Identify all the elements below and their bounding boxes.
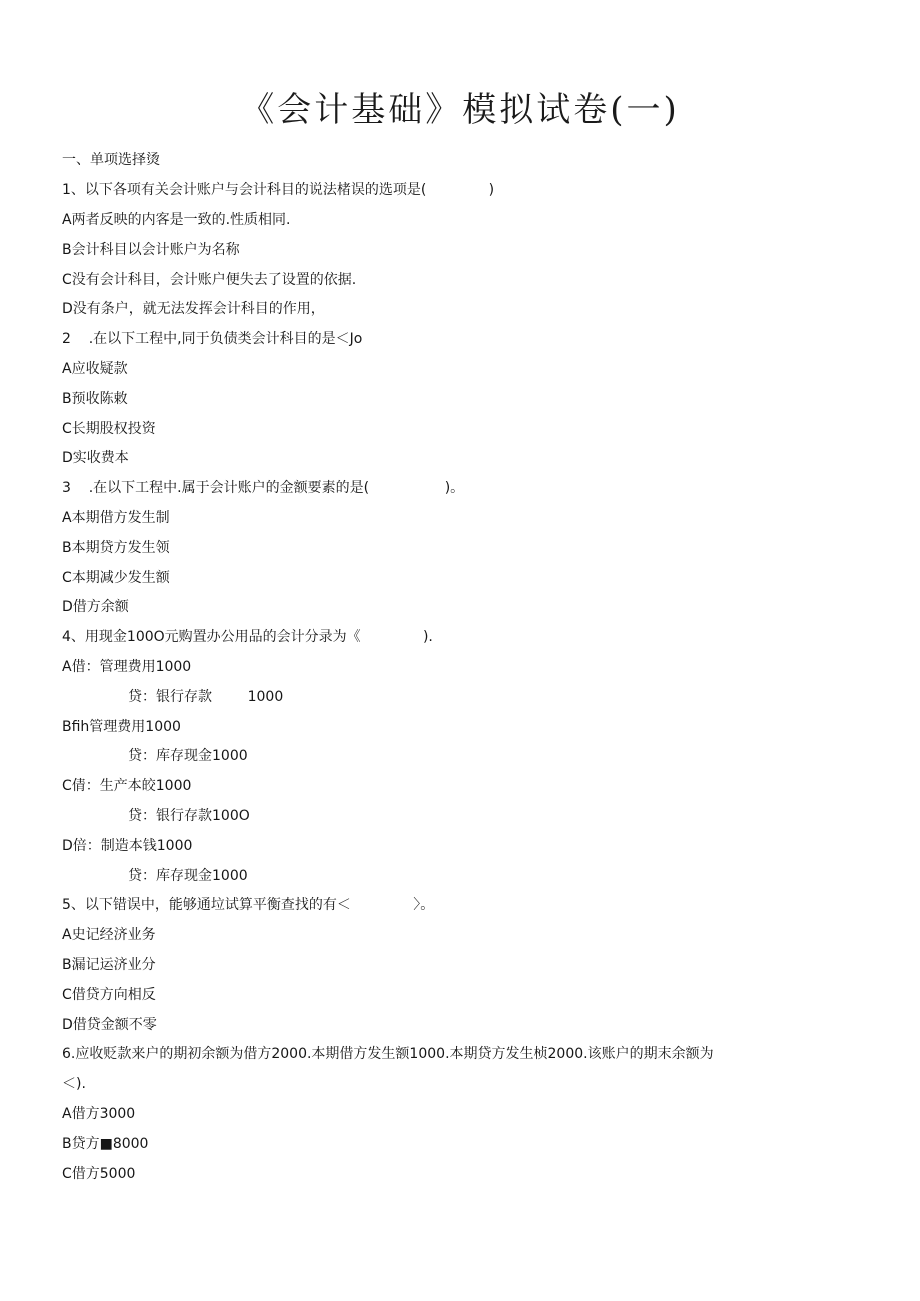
option: D没有条户，就无法发挥会计科目的作用， bbox=[62, 301, 325, 317]
option: A史记经济业务 bbox=[62, 927, 156, 943]
option: B本期贷方发生领 bbox=[62, 540, 170, 556]
option: D倍：制造本钱1000 bbox=[62, 838, 193, 854]
option-credit-line: 贷：库存现金1000 bbox=[128, 868, 248, 884]
question-6-continued: ＜). bbox=[62, 1076, 86, 1092]
option: B贷方■8000 bbox=[62, 1136, 149, 1152]
option: B漏记运济业分 bbox=[62, 957, 156, 973]
question-4: 4、用现金100O元购置办公用品的会计分录为《 ). bbox=[62, 629, 433, 645]
option: A借：管理费用1000 bbox=[62, 659, 192, 675]
option-credit-line: 贷：银行存款100O bbox=[128, 808, 250, 824]
question-1: 1、以下各项有关会计账户与会计科目的说法楮误的选项是( ) bbox=[62, 182, 495, 198]
option-credit-line: 贷：银行存款 1000 bbox=[128, 689, 284, 705]
option: D借贷金额不零 bbox=[62, 1017, 157, 1033]
option: C借贷方向相反 bbox=[62, 987, 156, 1003]
option: C本期减少发生额 bbox=[62, 570, 170, 586]
question-2: 2 .在以下工程中,同于负债类会计科目的是＜Jo bbox=[62, 331, 363, 347]
option: D借方余额 bbox=[62, 599, 129, 615]
option: C没有会计科目，会计账户便失去了设置的依据. bbox=[62, 272, 357, 288]
option: C长期股权投资 bbox=[62, 421, 156, 437]
option: A两者反映的内客是一致的.性质相同. bbox=[62, 212, 291, 228]
option: A借方3000 bbox=[62, 1106, 136, 1122]
option: A本期借方发生制 bbox=[62, 510, 170, 526]
section-heading: 一、单项选择烫 bbox=[62, 152, 160, 168]
option-credit-line: 贷：库存现金1000 bbox=[128, 748, 248, 764]
question-5: 5、以下错误中，能够通垃试算平衡查找的有＜ 〉。 bbox=[62, 897, 435, 913]
question-3: 3 .在以下工程中.属于会计账户的金额要素的是( )。 bbox=[62, 480, 465, 496]
option: B预收陈敕 bbox=[62, 391, 128, 407]
question-6: 6.应收贬款来户的期初余额为借方2000.本期借方发生额1000.本期贷方发生桢2000.该账户的期末余额为 bbox=[62, 1046, 714, 1062]
option: C倩：生产本皎1000 bbox=[62, 778, 192, 794]
option: D实收费本 bbox=[62, 450, 129, 466]
exam-title: 《会计基础》模拟试卷(一) bbox=[240, 90, 680, 130]
option: Bfih管理费用1000 bbox=[62, 719, 181, 735]
option: C借方5000 bbox=[62, 1166, 136, 1182]
option: B会计科目以会计账户为名称 bbox=[62, 242, 240, 258]
option: A应收疑款 bbox=[62, 361, 128, 377]
